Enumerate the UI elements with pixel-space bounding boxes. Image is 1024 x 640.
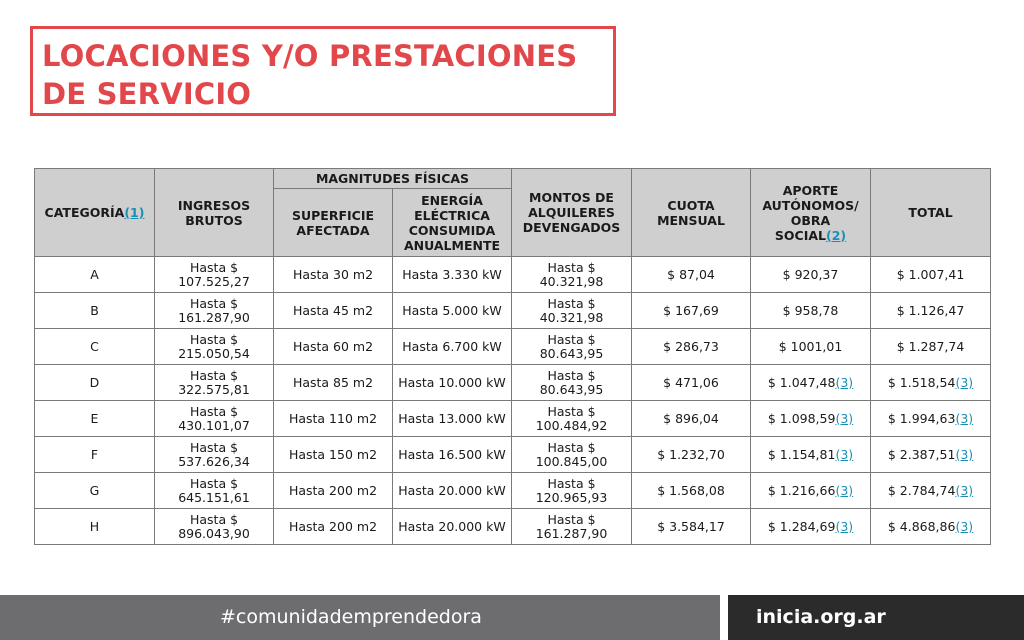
note-link-3[interactable]: (3) xyxy=(835,446,854,462)
table-row xyxy=(35,473,991,509)
cell-total: $ 2.387,51(3) xyxy=(871,437,991,473)
header-superficie: SUPERFICIE AFECTADA xyxy=(274,189,393,257)
cell-total: $ 1.126,47 xyxy=(871,293,991,329)
cell-ingresos: Hasta $ 645.151,61 xyxy=(155,473,274,509)
cell-ingresos: Hasta $ 107.525,27 xyxy=(155,257,274,293)
cell-cuota: $ 1.232,70 xyxy=(632,437,751,473)
table-row xyxy=(35,293,991,329)
cell-montos: Hasta $ 80.643,95 xyxy=(512,329,632,365)
note-link-3[interactable]: (3) xyxy=(955,374,974,390)
note-link-3[interactable]: (3) xyxy=(835,410,854,426)
title-line-2: DE SERVICIO xyxy=(42,77,252,111)
note-link-3[interactable]: (3) xyxy=(835,482,854,498)
cell-montos: Hasta $ 40.321,98 xyxy=(512,257,632,293)
footer-site[interactable]: inicia.org.ar xyxy=(728,595,1024,640)
cell-superficie: Hasta 200 m2 xyxy=(274,509,393,545)
cell-cuota: $ 1.568,08 xyxy=(632,473,751,509)
cell-energia: Hasta 16.500 kW xyxy=(393,437,512,473)
header-cuota: CUOTA MENSUAL xyxy=(632,169,751,257)
cell-cuota: $ 87,04 xyxy=(632,257,751,293)
note-link-3[interactable]: (3) xyxy=(955,410,974,426)
cell-categoria: F xyxy=(35,437,155,473)
cell-categoria: B xyxy=(35,293,155,329)
table-row xyxy=(35,401,991,437)
cell-energia: Hasta 5.000 kW xyxy=(393,293,512,329)
cell-categoria: E xyxy=(35,401,155,437)
cell-aporte: $ 1.216,66(3) xyxy=(751,473,871,509)
cell-cuota: $ 896,04 xyxy=(632,401,751,437)
cell-superficie: Hasta 60 m2 xyxy=(274,329,393,365)
note-link-3[interactable]: (3) xyxy=(955,518,974,534)
cell-aporte: $ 1.284,69(3) xyxy=(751,509,871,545)
cell-aporte: $ 1.047,48(3) xyxy=(751,365,871,401)
cell-categoria: H xyxy=(35,509,155,545)
cell-cuota: $ 167,69 xyxy=(632,293,751,329)
header-montos: MONTOS DE ALQUILERES DEVENGADOS xyxy=(512,169,632,257)
title-line-1: LOCACIONES Y/O PRESTACIONES xyxy=(42,39,578,73)
note-link-1[interactable]: (1) xyxy=(124,205,145,220)
header-total: TOTAL xyxy=(871,169,991,257)
cell-superficie: Hasta 85 m2 xyxy=(274,365,393,401)
cell-energia: Hasta 3.330 kW xyxy=(393,257,512,293)
cell-aporte: $ 1.098,59(3) xyxy=(751,401,871,437)
table-row xyxy=(35,257,991,293)
cell-ingresos: Hasta $ 896.043,90 xyxy=(155,509,274,545)
header-energia: ENERGÍA ELÉCTRICA CONSUMIDA ANUALMENTE xyxy=(393,189,512,257)
cell-aporte: $ 1001,01 xyxy=(751,329,871,365)
page-title xyxy=(30,26,616,116)
cell-categoria: D xyxy=(35,365,155,401)
header-aporte: APORTE AUTÓNOMOS/ OBRA SOCIAL(2) xyxy=(751,169,871,257)
cell-superficie: Hasta 30 m2 xyxy=(274,257,393,293)
cell-energia: Hasta 10.000 kW xyxy=(393,365,512,401)
cell-total: $ 1.518,54(3) xyxy=(871,365,991,401)
cell-ingresos: Hasta $ 215.050,54 xyxy=(155,329,274,365)
table-row xyxy=(35,437,991,473)
cell-montos: Hasta $ 100.484,92 xyxy=(512,401,632,437)
cell-superficie: Hasta 200 m2 xyxy=(274,473,393,509)
fee-table xyxy=(34,168,991,545)
cell-categoria: G xyxy=(35,473,155,509)
cell-energia: Hasta 13.000 kW xyxy=(393,401,512,437)
note-link-3[interactable]: (3) xyxy=(955,446,974,462)
cell-montos: Hasta $ 80.643,95 xyxy=(512,365,632,401)
table-row xyxy=(35,509,991,545)
cell-total: $ 1.287,74 xyxy=(871,329,991,365)
table-row xyxy=(35,365,991,401)
cell-montos: Hasta $ 120.965,93 xyxy=(512,473,632,509)
cell-superficie: Hasta 150 m2 xyxy=(274,437,393,473)
note-link-3[interactable]: (3) xyxy=(835,518,854,534)
note-link-3[interactable]: (3) xyxy=(835,374,854,390)
cell-energia: Hasta 6.700 kW xyxy=(393,329,512,365)
cell-categoria: A xyxy=(35,257,155,293)
header-ingresos: INGRESOS BRUTOS xyxy=(155,169,274,257)
cell-energia: Hasta 20.000 kW xyxy=(393,509,512,545)
cell-montos: Hasta $ 100.845,00 xyxy=(512,437,632,473)
cell-cuota: $ 3.584,17 xyxy=(632,509,751,545)
cell-total: $ 2.784,74(3) xyxy=(871,473,991,509)
cell-aporte: $ 1.154,81(3) xyxy=(751,437,871,473)
cell-montos: Hasta $ 40.321,98 xyxy=(512,293,632,329)
cell-superficie: Hasta 110 m2 xyxy=(274,401,393,437)
header-categoria: CATEGORÍA(1) xyxy=(35,169,155,257)
cell-ingresos: Hasta $ 537.626,34 xyxy=(155,437,274,473)
cell-aporte: $ 958,78 xyxy=(751,293,871,329)
cell-aporte: $ 920,37 xyxy=(751,257,871,293)
cell-montos: Hasta $ 161.287,90 xyxy=(512,509,632,545)
cell-ingresos: Hasta $ 322.575,81 xyxy=(155,365,274,401)
header-magnitudes: MAGNITUDES FÍSICAS xyxy=(274,169,512,189)
cell-energia: Hasta 20.000 kW xyxy=(393,473,512,509)
cell-ingresos: Hasta $ 161.287,90 xyxy=(155,293,274,329)
cell-cuota: $ 286,73 xyxy=(632,329,751,365)
cell-superficie: Hasta 45 m2 xyxy=(274,293,393,329)
cell-cuota: $ 471,06 xyxy=(632,365,751,401)
cell-total: $ 1.994,63(3) xyxy=(871,401,991,437)
note-link-2[interactable]: (2) xyxy=(825,227,847,243)
note-link-3[interactable]: (3) xyxy=(955,482,974,498)
cell-categoria: C xyxy=(35,329,155,365)
cell-ingresos: Hasta $ 430.101,07 xyxy=(155,401,274,437)
cell-total: $ 1.007,41 xyxy=(871,257,991,293)
cell-total: $ 4.868,86(3) xyxy=(871,509,991,545)
table-row xyxy=(35,329,991,365)
table-body xyxy=(35,257,991,545)
footer-hashtag: #comunidademprendedora xyxy=(0,595,720,640)
